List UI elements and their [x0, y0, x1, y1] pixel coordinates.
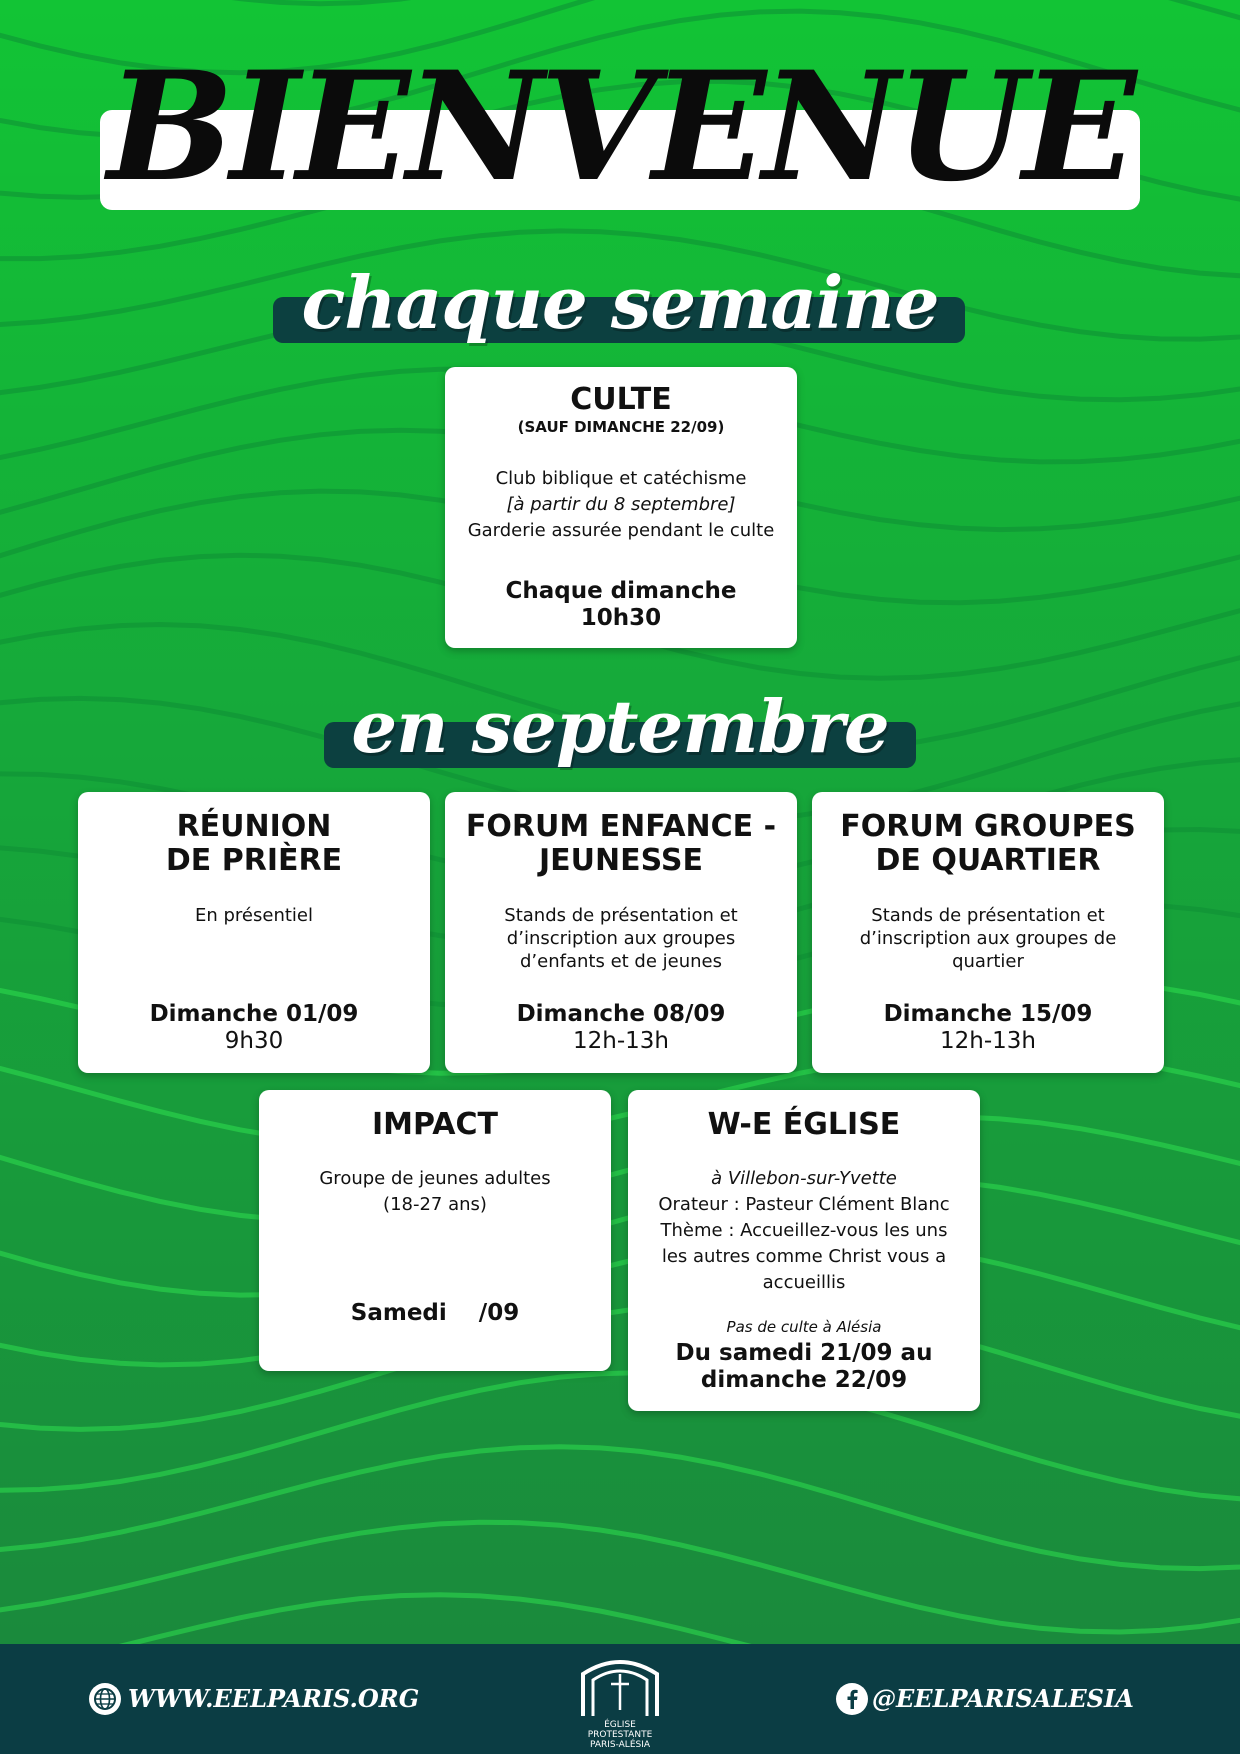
event-card-church-weekend — [628, 1090, 980, 1411]
globe-icon — [89, 1683, 121, 1715]
event-card-forum-youth — [445, 792, 797, 1073]
wave-line — [0, 1595, 1240, 1644]
event-desc: Groupe de jeunes adultes (18-27 ans) — [319, 1168, 551, 1215]
event-desc: Stands de présentation et d’inscription aux groupes de quartier — [859, 905, 1117, 972]
september-heading: en septembre — [351, 684, 889, 769]
wave-line — [0, 1239, 1240, 1365]
event-title: FORUM ENFANCE - JEUNESSE — [465, 809, 777, 878]
culte-title: CULTE — [570, 382, 672, 417]
event-day: Du samedi 21/09 au dimanche 22/09 — [675, 1340, 933, 1393]
weekly-heading: chaque semaine — [301, 260, 939, 345]
culte-note: (SAUF DIMANCHE 22/09) — [517, 418, 725, 436]
wave-line — [0, 1373, 1240, 1500]
culte-line-1: Club biblique et catéchisme — [495, 468, 747, 489]
event-time: 12h-13h — [940, 1028, 1036, 1054]
event-title: W-E ÉGLISE — [707, 1107, 901, 1142]
event-time: 9h30 — [224, 1028, 284, 1054]
event-title: FORUM GROUPES DE QUARTIER — [840, 809, 1136, 878]
event-card-prayer — [78, 792, 430, 1073]
event-place: à Villebon-sur-Yvette — [711, 1168, 897, 1189]
event-title: RÉUNION DE PRIÈRE — [165, 809, 343, 878]
culte-line-3: Garderie assurée pendant le culte — [467, 520, 775, 541]
event-day: Dimanche 01/09 — [149, 1001, 359, 1027]
event-desc: Stands de présentation et d’inscription aux groupes d’enfants et de jeunes — [504, 905, 738, 972]
event-desc: En présentiel — [194, 905, 313, 926]
wave-line — [0, 0, 1240, 4]
church-logo — [575, 1652, 665, 1718]
event-title: IMPACT — [372, 1107, 498, 1142]
event-card-impact — [259, 1090, 611, 1371]
event-day: Samedi /09 — [350, 1300, 520, 1326]
facebook-icon — [836, 1683, 868, 1715]
event-time: 12h-13h — [573, 1028, 669, 1054]
culte-line-2: [à partir du 8 septembre] — [506, 494, 736, 515]
event-day: Dimanche 15/09 — [883, 1001, 1093, 1027]
church-logo-icon — [575, 1652, 665, 1718]
event-note: Pas de culte à Alésia — [726, 1318, 882, 1336]
culte-card — [445, 367, 797, 648]
event-day: Dimanche 08/09 — [516, 1001, 726, 1027]
event-card-forum-groups — [812, 792, 1164, 1073]
culte-when: Chaque dimanche 10h30 — [505, 578, 737, 631]
event-desc: Orateur : Pasteur Clément Blanc Thème : Accueillez-vous les uns les autres comme Christ vous a accueillis — [658, 1194, 950, 1293]
social-link[interactable]: @EELPARISALESIA — [872, 1684, 1134, 1713]
page-title: BIENVENUE — [107, 39, 1133, 215]
wave-line — [0, 1117, 1240, 1221]
logo-caption: ÉGLISE PROTESTANTE PARIS-ALÉSIA — [587, 1720, 653, 1750]
website-link[interactable]: WWW.EELPARIS.ORG — [128, 1684, 420, 1713]
